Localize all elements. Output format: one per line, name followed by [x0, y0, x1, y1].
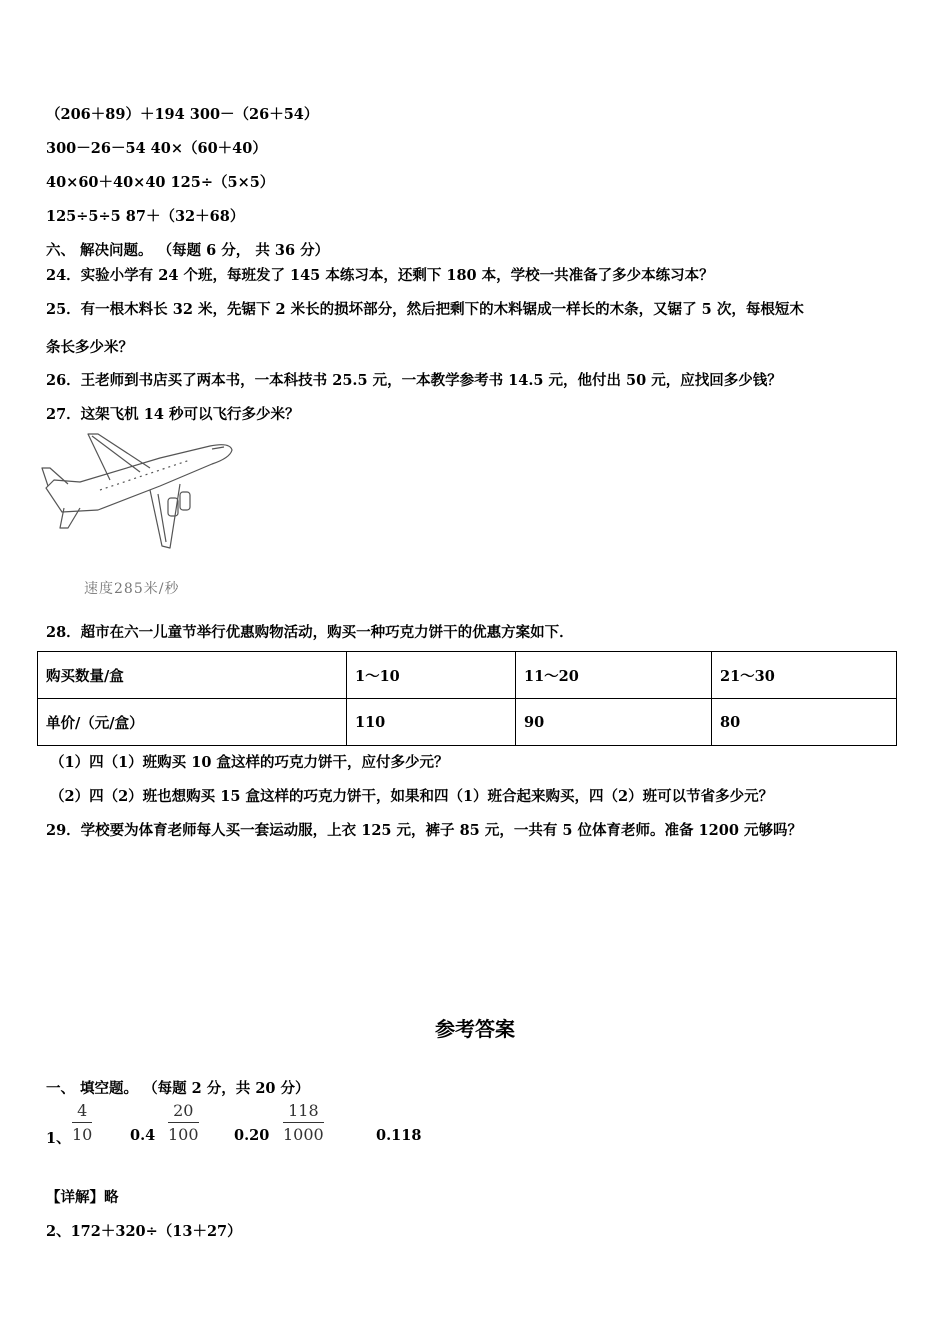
question-27: 27．这架飞机 14 秒可以飞行多少米？ [46, 406, 300, 423]
question-28-sub-1: （1）四（1）班购买 10 盒这样的巧克力饼干，应付多少元？ [50, 754, 449, 771]
fraction-2 [168, 1101, 199, 1144]
question-28-sub-2: （2）四（2）班也想购买 15 盒这样的巧克力饼干，如果和四（1）班合起来购买，四（2）班可以节省多少元？ [50, 788, 774, 805]
answer-1-value-1: 0.4 [130, 1127, 156, 1144]
fraction-1 [72, 1101, 92, 1144]
calc-line-1: （206＋89）＋194 300－（26＋54） [46, 106, 319, 123]
table-cell: 110 [347, 699, 516, 746]
airplane-figure [40, 428, 240, 603]
table-row [38, 699, 897, 746]
detail-label: 【详解】略 [46, 1189, 119, 1206]
question-24: 24．实验小学有 24 个班，每班发了 145 本练习本，还剩下 180 本，学校一共准备了多少本练习本？ [46, 267, 714, 284]
question-28-intro: 28．超市在六一儿童节举行优惠购物活动，购买一种巧克力饼干的优惠方案如下． [46, 624, 574, 641]
table-cell: 80 [712, 699, 897, 746]
fraction-denominator: 100 [168, 1125, 199, 1144]
answer-1-value-2: 0.20 [234, 1127, 270, 1144]
airplane-icon [40, 428, 240, 568]
answer-1-value-3: 0.118 [376, 1127, 422, 1144]
table-cell: 21～30 [712, 652, 897, 699]
table-cell: 购买数量/盒 [38, 652, 347, 699]
answers-title: 参考答案 [435, 1017, 515, 1041]
calc-line-3: 40×60＋40×40 125÷（5×5） [46, 174, 275, 191]
speed-caption: 速度285米/秒 [84, 581, 180, 597]
fraction-denominator: 1000 [283, 1125, 324, 1144]
question-26: 26．王老师到书店买了两本书，一本科技书 25.5 元，一本教学参考书 14.5 元，他付出 50 元，应找回多少钱？ [46, 372, 782, 389]
table-cell: 1～10 [347, 652, 516, 699]
question-25-line-2: 条长多少米？ [46, 339, 133, 356]
fraction-denominator: 10 [72, 1125, 93, 1144]
section-6-heading: 六、 解决问题。 （每题 6 分， 共 36 分） [46, 242, 330, 259]
calc-line-2: 300－26－54 40×（60＋40） [46, 140, 267, 157]
table-row [38, 652, 897, 699]
answers-section-1-heading: 一、 填空题。 （每题 2 分，共 20 分） [46, 1080, 310, 1097]
answer-2: 2、172＋320÷（13＋27） [46, 1223, 242, 1240]
table-cell: 90 [516, 699, 712, 746]
fraction-numerator: 118 [283, 1101, 324, 1123]
fraction-numerator: 20 [168, 1101, 199, 1123]
fraction-numerator: 4 [72, 1101, 92, 1123]
promotion-table [37, 651, 897, 746]
table-cell: 11～20 [516, 652, 712, 699]
question-25-line-1: 25．有一根木料长 32 米，先锯下 2 米长的损坏部分，然后把剩下的木料锯成一样长的木条，又锯了 5 次，每根短木 [46, 301, 804, 318]
fraction-3 [283, 1101, 324, 1144]
answer-1-label: 1、 [46, 1130, 71, 1147]
question-29: 29．学校要为体育老师每人买一套运动服，上衣 125 元，裤子 85 元，一共有 5 位体育老师。准备 1200 元够吗？ [46, 822, 802, 839]
calc-line-4: 125÷5÷5 87＋（32＋68） [46, 208, 245, 225]
table-cell: 单价/（元/盒） [38, 699, 347, 746]
